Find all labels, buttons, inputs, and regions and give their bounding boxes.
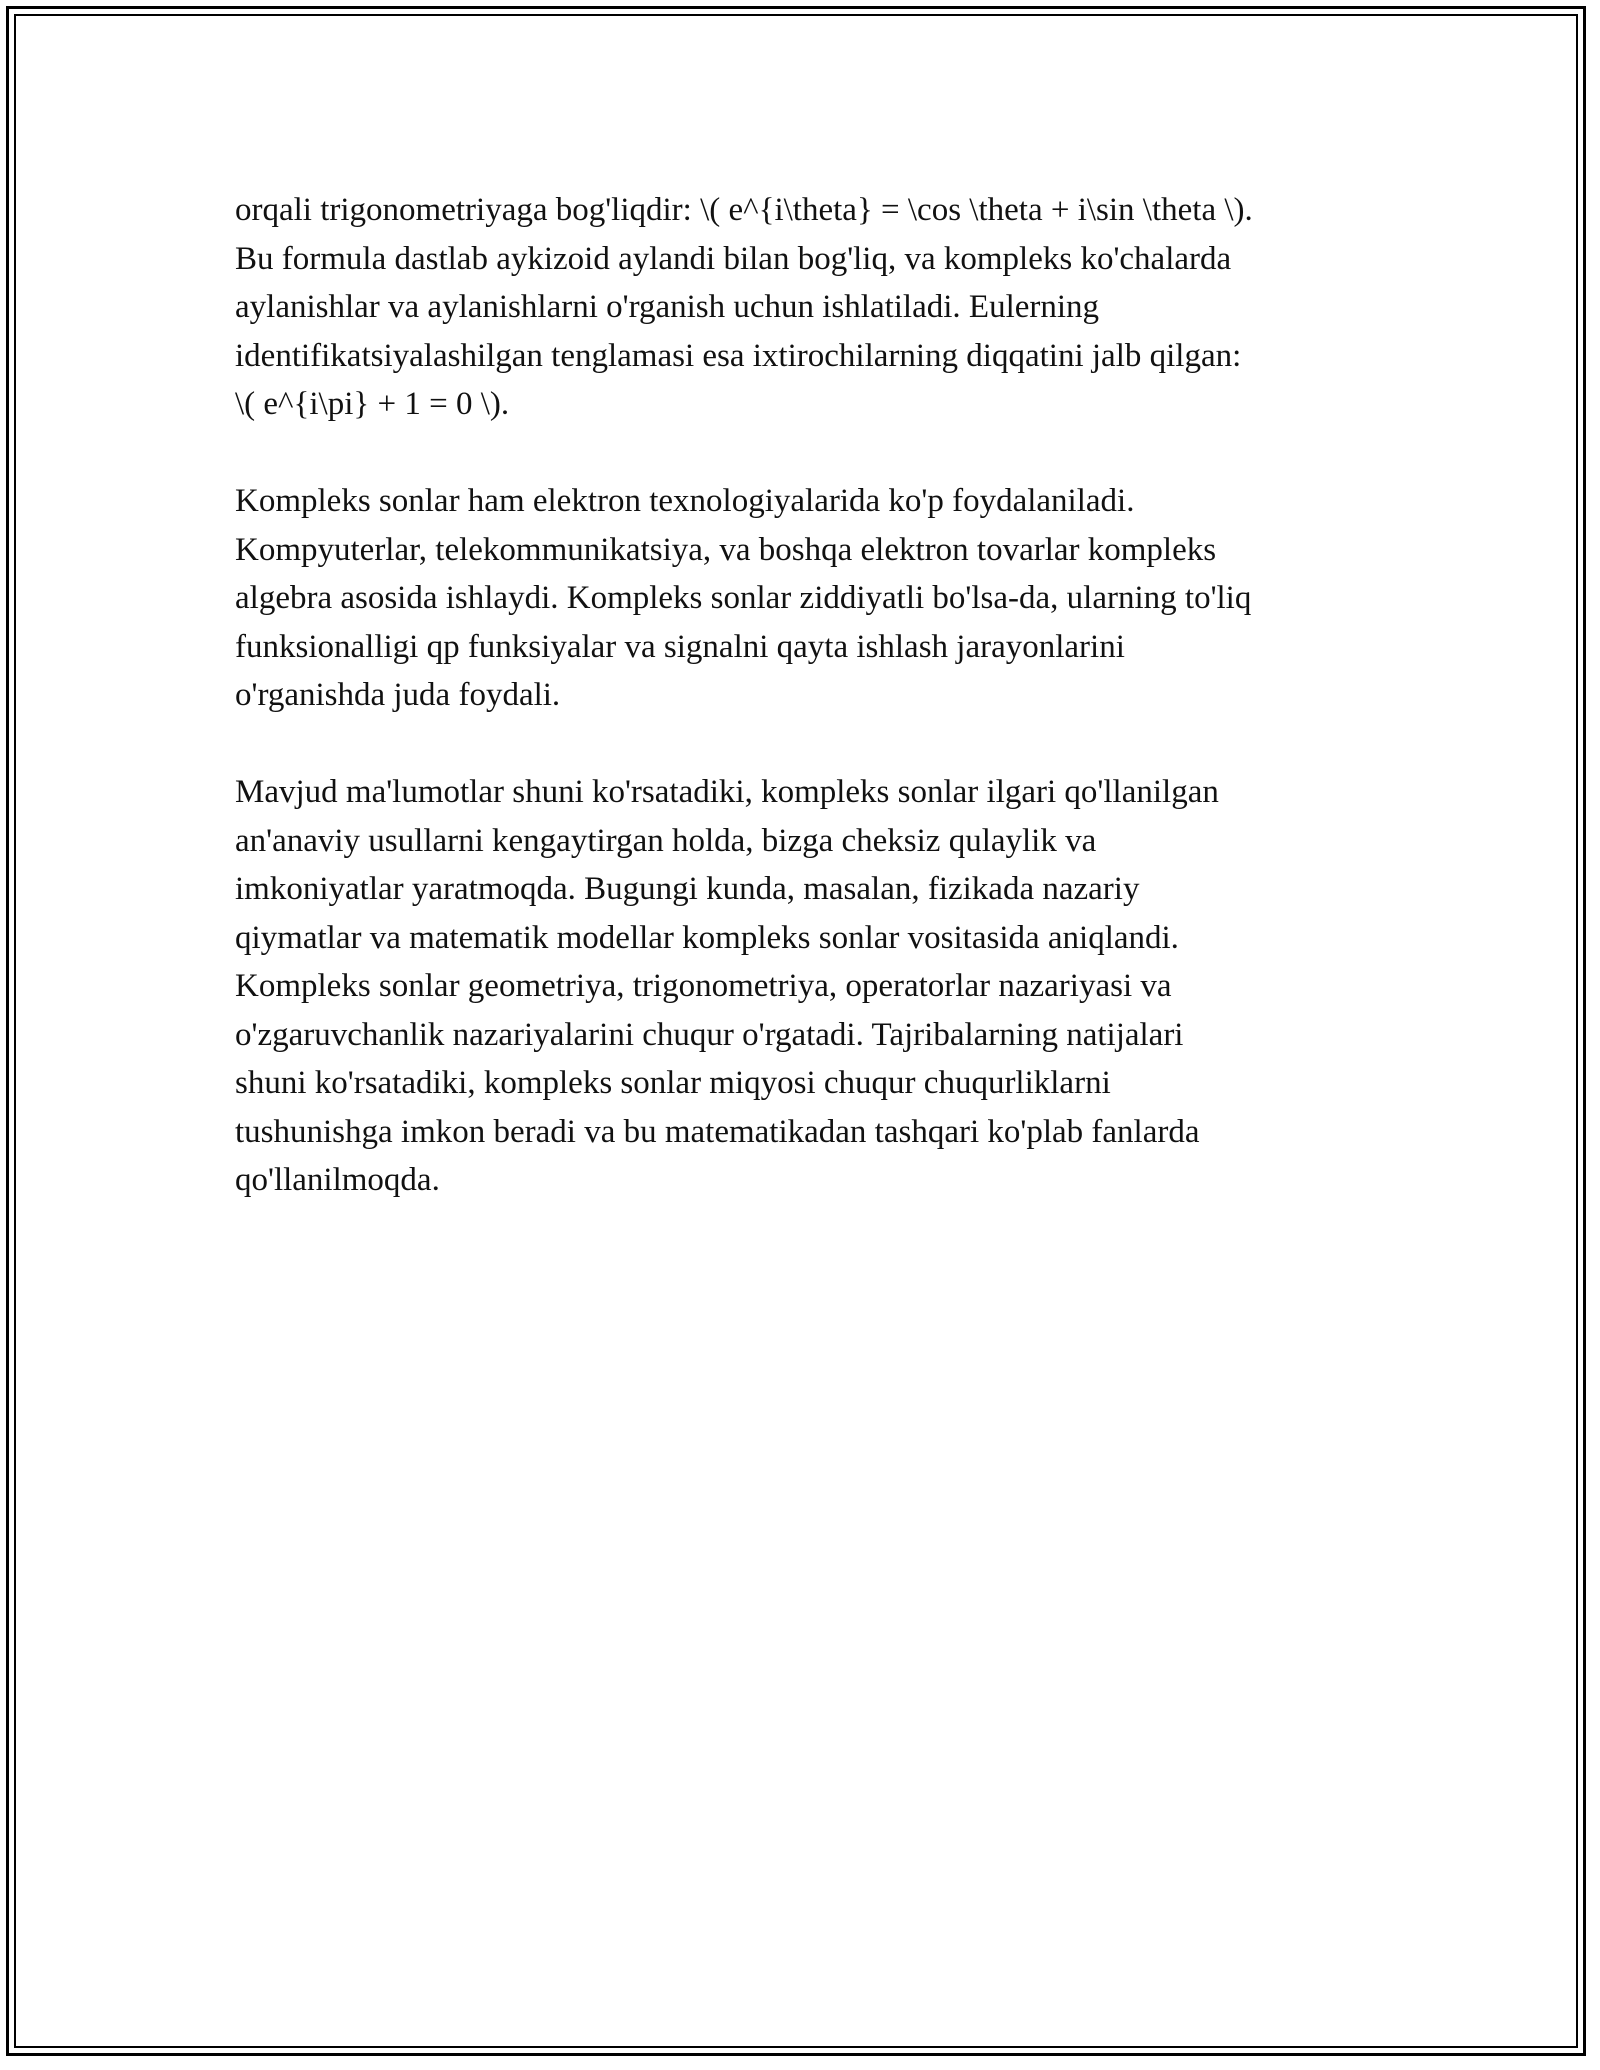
paragraph-line: Kompleks sonlar geometriya, trigonometriya, operatorlar nazariyasi va — [235, 968, 1172, 1004]
paragraph-line: an'anaviy usullarni kengaytirgan holda, bizga cheksiz qulaylik va — [235, 822, 1097, 859]
paragraph-3 — [235, 768, 1375, 1205]
paragraph-2 — [235, 477, 1375, 720]
paragraph-line: Mavjud ma'lumotlar shuni ko'rsatadiki, kompleks sonlar ilgari qo'llanilgan — [235, 774, 1219, 810]
document-body — [235, 186, 1375, 1253]
paragraph-line: tushunishga imkon beradi va bu matematikadan tashqari ko'plab fanlarda — [235, 1113, 1200, 1150]
paragraph-line: imkoniyatlar yaratmoqda. Bugungi kunda, masalan, fizikada nazariy — [235, 871, 1140, 907]
paragraph-line: o'rganishda juda foydali. — [235, 677, 561, 713]
paragraph-line: identifikatsiyalashilgan tenglamasi esa ixtirochilarning diqqatini jalb qilgan: — [235, 337, 1242, 374]
paragraph-line: algebra asosida ishlaydi. Kompleks sonlar ziddiyatli bo'lsa-da, ularning to'liq — [235, 580, 1252, 616]
paragraph-line: qo'llanilmoqda. — [235, 1162, 440, 1198]
paragraph-1 — [235, 186, 1375, 429]
paragraph-line: aylanishlar va aylanishlarni o'rganish uchun ishlatiladi. Eulerning — [235, 289, 1100, 325]
paragraph-line: Kompyuterlar, telekommunikatsiya, va boshqa elektron tovarlar kompleks — [235, 531, 1217, 568]
paragraph-line: funksionalligi qp funksiyalar va signalni qayta ishlash jarayonlarini — [235, 628, 1125, 665]
paragraph-line: \( e^{i\pi} + 1 = 0 \). — [235, 386, 510, 422]
paragraph-line: o'zgaruvchanlik nazariyalarini chuqur o'rgatadi. Tajribalarning natijalari — [235, 1016, 1184, 1053]
paragraph-line: orqali trigonometriyaga bog'liqdir: \( e^{i\theta} = \cos \theta + i\sin \theta \). — [235, 192, 1253, 228]
paragraph-line: Bu formula dastlab aykizoid aylandi bilan bog'liq, va kompleks ko'chalarda — [235, 240, 1232, 277]
paragraph-line: shuni ko'rsatadiki, kompleks sonlar miqyosi chuqur chuqurliklarni — [235, 1065, 1111, 1101]
paragraph-line: Kompleks sonlar ham elektron texnologiyalarida ko'p foydalaniladi. — [235, 483, 1135, 519]
paragraph-line: qiymatlar va matematik modellar kompleks sonlar vositasida aniqlandi. — [235, 919, 1179, 956]
